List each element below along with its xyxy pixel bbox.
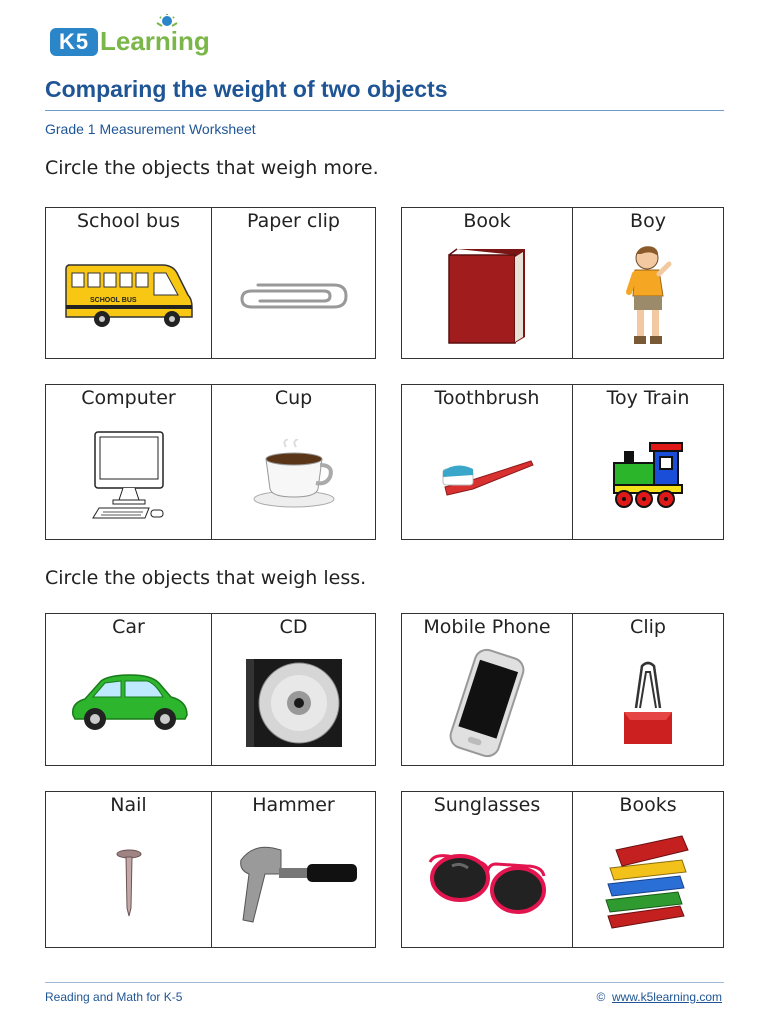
object-cell[interactable] — [402, 385, 572, 539]
comparison-pair — [401, 207, 724, 359]
footer-tagline: Reading and Math for K-5 — [45, 990, 183, 1004]
page-title: Comparing the weight of two objects — [45, 76, 448, 102]
object-label: Sunglasses — [433, 794, 541, 816]
object-cell[interactable] — [211, 208, 375, 358]
object-label: Nail — [110, 794, 147, 816]
object-label: Paper clip — [247, 210, 340, 232]
comparison-pair — [45, 207, 376, 359]
cd-icon — [244, 657, 344, 749]
footer-divider — [45, 982, 724, 983]
bus-sign-text: SCHOOL BUS — [89, 297, 137, 304]
object-label: Mobile Phone — [423, 616, 551, 638]
logo-wordmark: Learning — [100, 26, 210, 56]
comparison-pair — [45, 613, 376, 766]
website-link[interactable]: www.k5learning.com — [611, 990, 722, 1004]
title-divider — [45, 110, 724, 111]
copyright-symbol: © — [596, 990, 606, 1004]
computer-icon — [89, 428, 169, 522]
logo-person-icon — [154, 14, 180, 34]
car-icon — [67, 673, 191, 733]
cup-icon — [252, 439, 336, 511]
toy-train-icon — [610, 439, 686, 511]
object-label: CD — [279, 616, 308, 638]
object-cell[interactable] — [211, 792, 375, 947]
object-cell[interactable] — [402, 792, 572, 947]
boy-icon — [621, 244, 675, 348]
comparison-pair — [401, 613, 724, 766]
object-cell[interactable] — [402, 208, 572, 358]
object-label: Clip — [630, 616, 666, 638]
object-label: Boy — [630, 210, 666, 232]
comparison-pair — [401, 384, 724, 540]
object-cell[interactable] — [572, 614, 723, 765]
toothbrush-icon — [439, 451, 535, 499]
instruction-weigh-less: Circle the objects that weigh less. — [45, 567, 367, 589]
object-cell[interactable] — [211, 614, 375, 765]
school-bus-icon — [62, 261, 196, 331]
footer-copyright — [596, 990, 722, 1004]
sunglasses-icon — [426, 848, 548, 918]
object-label: Cup — [274, 387, 313, 409]
object-cell[interactable] — [46, 385, 211, 539]
object-cell[interactable] — [402, 614, 572, 765]
object-cell[interactable] — [572, 385, 723, 539]
object-label: Toy Train — [606, 387, 690, 409]
object-cell[interactable] — [211, 385, 375, 539]
object-label: Car — [112, 616, 145, 638]
comparison-pair — [45, 791, 376, 948]
book-icon — [445, 245, 529, 347]
k5-learning-logo — [46, 14, 216, 58]
paper-clip-icon — [238, 279, 350, 313]
comparison-pair — [401, 791, 724, 948]
logo-badge: K5 — [50, 28, 98, 56]
object-label: Hammer — [252, 794, 335, 816]
instruction-weigh-more: Circle the objects that weigh more. — [45, 157, 379, 179]
object-cell[interactable] — [46, 614, 211, 765]
object-cell[interactable] — [46, 792, 211, 947]
object-label: Toothbrush — [434, 387, 540, 409]
page-subtitle: Grade 1 Measurement Worksheet — [45, 121, 256, 137]
object-label: Books — [619, 794, 677, 816]
object-cell[interactable] — [572, 208, 723, 358]
object-cell[interactable] — [572, 792, 723, 947]
object-cell[interactable] — [46, 208, 211, 358]
object-label: Computer — [81, 387, 176, 409]
mobile-phone-icon — [444, 648, 530, 758]
books-icon — [602, 834, 694, 932]
comparison-pair — [45, 384, 376, 540]
object-label: School bus — [76, 210, 181, 232]
hammer-icon — [229, 840, 359, 926]
nail-icon — [114, 848, 144, 918]
object-label: Book — [463, 210, 511, 232]
binder-clip-icon — [620, 658, 676, 748]
